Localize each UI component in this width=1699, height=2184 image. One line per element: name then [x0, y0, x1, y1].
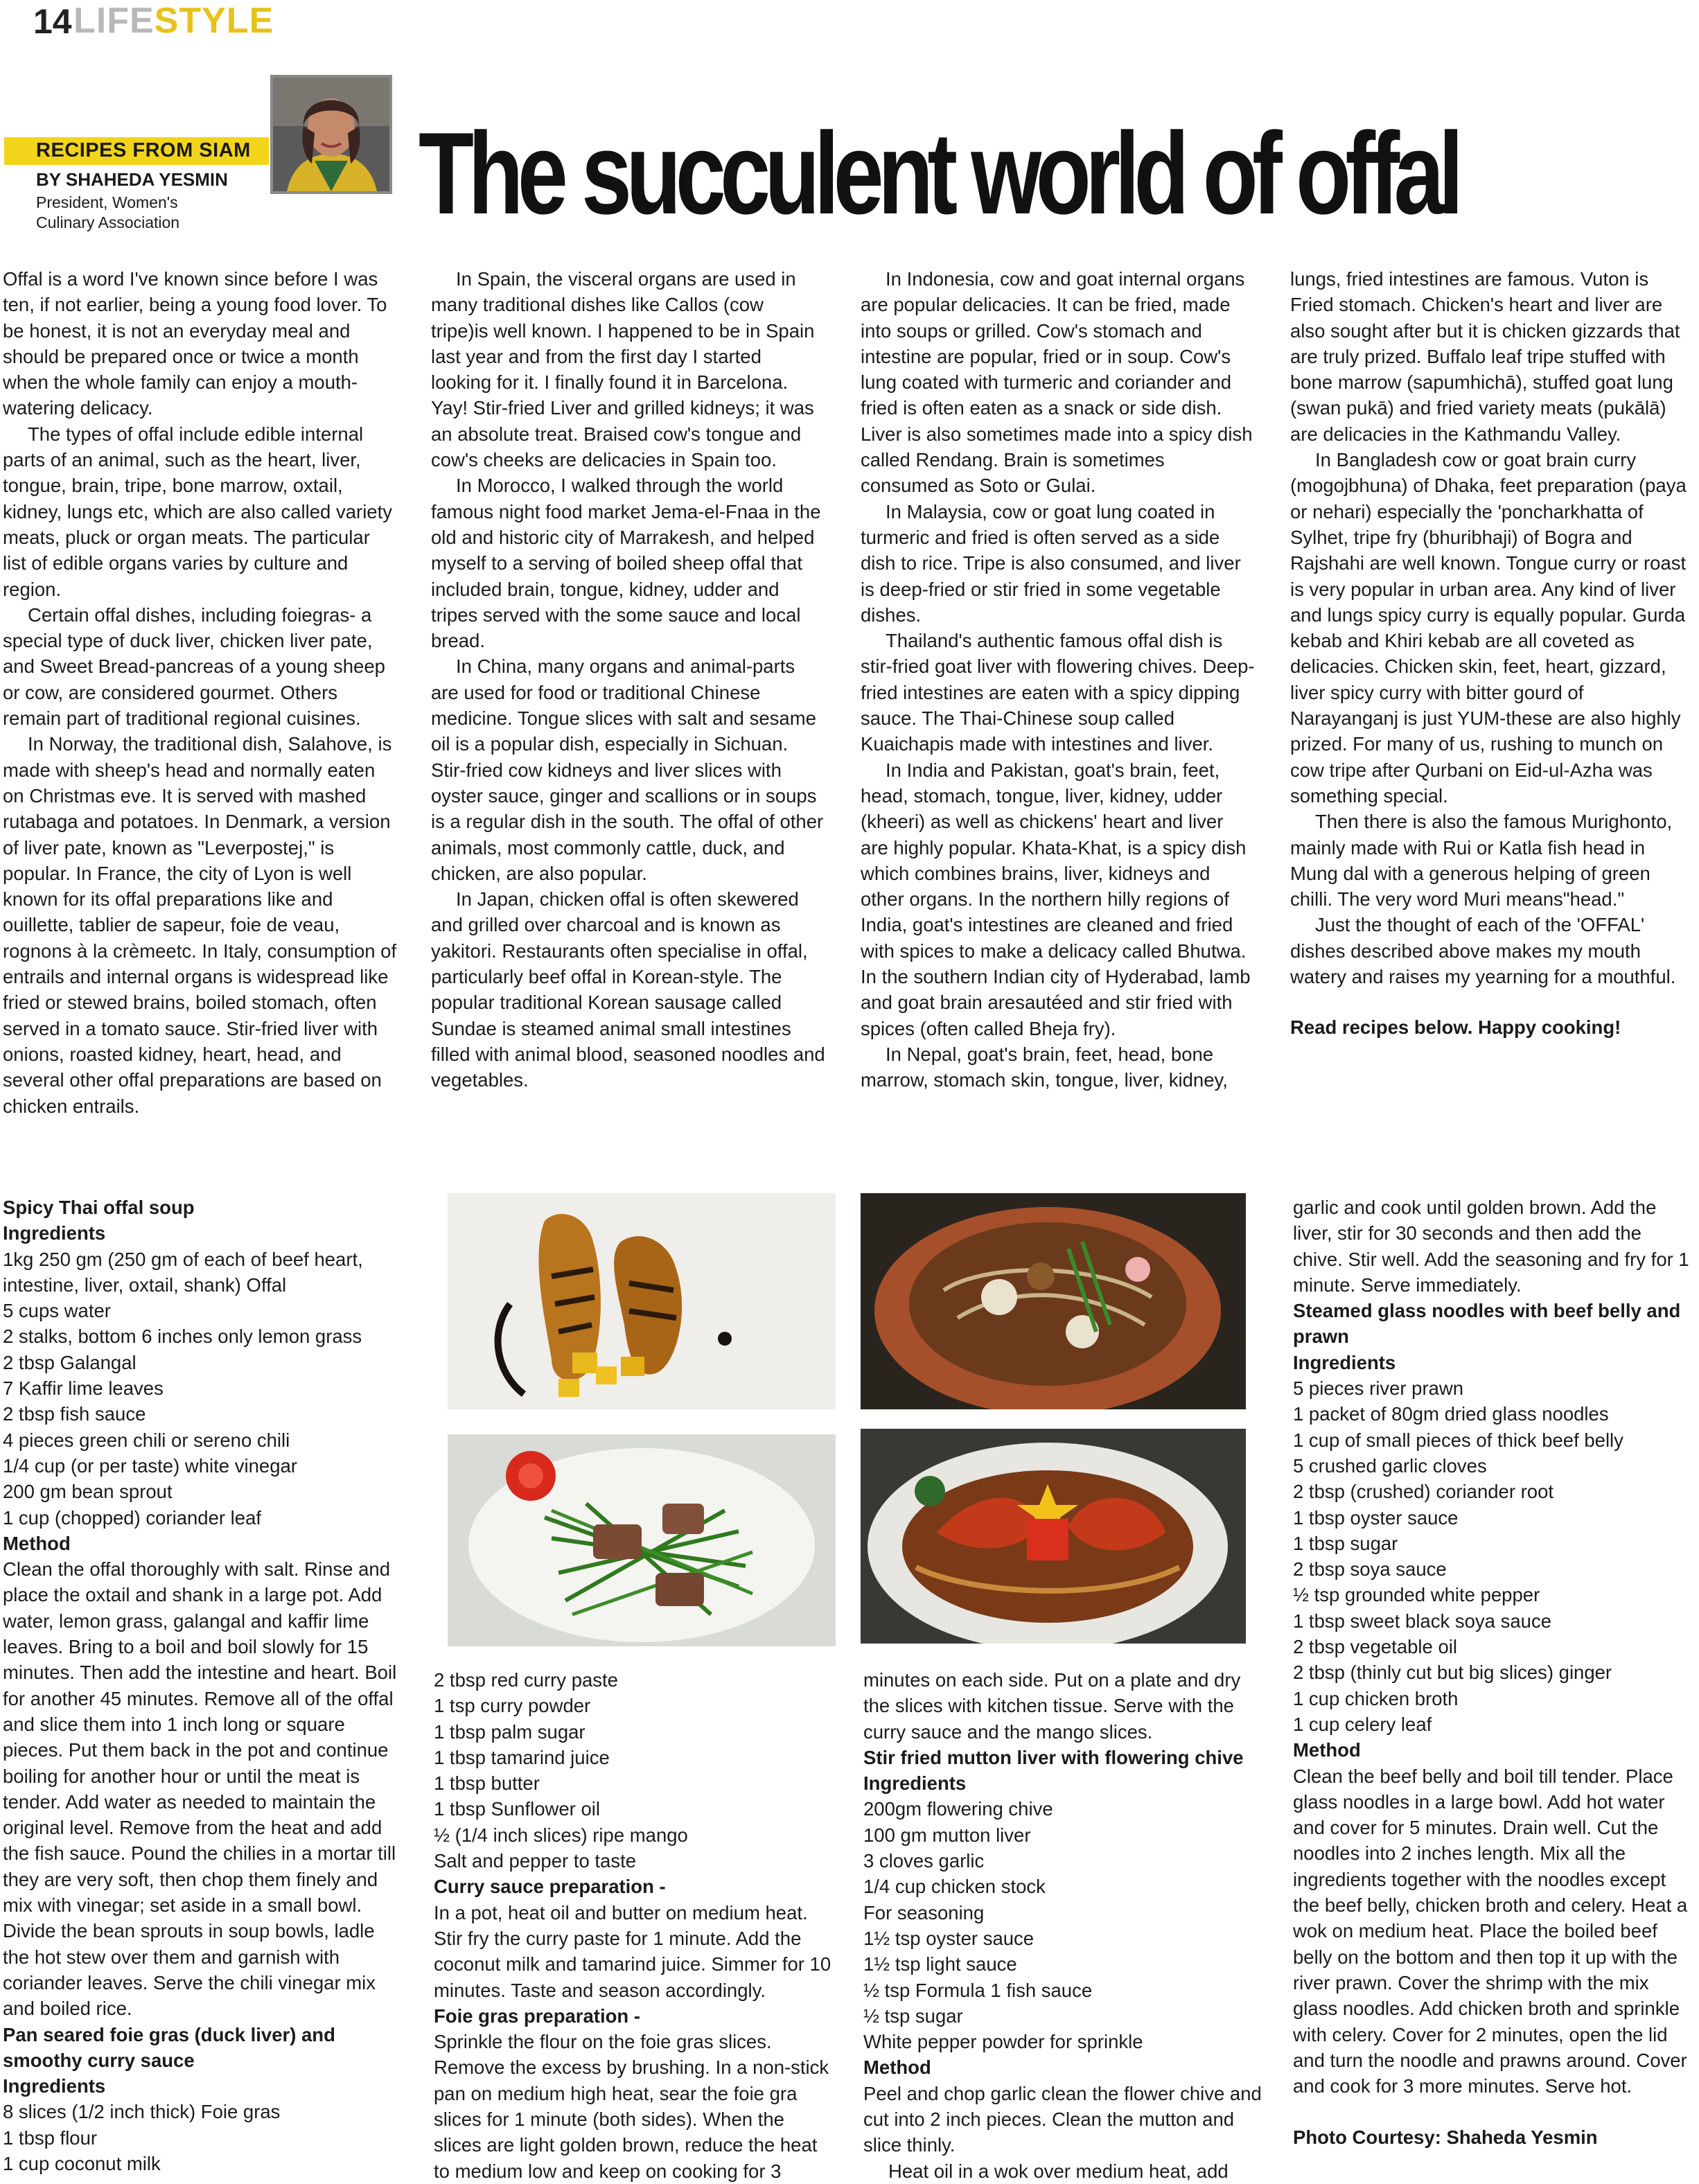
recipe-line: ½ tsp sugar	[863, 2005, 963, 2027]
recipe-line: ½ tsp grounded white pepper	[1293, 1584, 1540, 1606]
recipe-heading: Ingredients	[3, 2075, 106, 2097]
article-paragraph: In India and Pakistan, goat's brain, feet, head, stomach, tongue, liver, kidney, udder (kheeri) as well as chickens' heart and liver are highly popular. Khata-Khat, is a spicy dish which combines brains, liver, kidneys and other organs. In the northern hilly regions of India, goat's intestines are cleaned and fried with spices to make a delicacy called Bhutwa. In the southern Indian city of Hyderabad, lamb and goat brain aresautéed and stir fried with spices (often called Bheja fry).	[861, 759, 1251, 1039]
recipe-heading: Method	[863, 2057, 931, 2079]
article-column-2	[431, 266, 826, 1093]
recipe-line: 1/4 cup chicken stock	[863, 1876, 1046, 1898]
article-column-4	[1290, 266, 1691, 1041]
recipe-line: For seasoning	[863, 1901, 985, 1923]
recipe-line: 3 cloves garlic	[863, 1850, 985, 1872]
recipe-heading: Curry sauce preparation -	[434, 1876, 666, 1898]
section-style: STYLE	[154, 1, 274, 41]
closing-line: Read recipes below. Happy cooking!	[1290, 1016, 1621, 1039]
recipe-line: garlic and cook until golden brown. Add the liver, stir for 30 seconds and then add the chive. Stir well. Add the seasoning and fry for 1 minute. Serve immediately.	[1293, 1197, 1689, 1296]
recipe-line: 1kg 250 gm (250 gm of each of beef heart, intestine, liver, oxtail, shank) Offal	[3, 1248, 363, 1296]
recipe-heading: Pan seared foie gras (duck liver) and smoothy curry sauce	[3, 2023, 335, 2071]
chive-liver-photo	[448, 1434, 836, 1646]
article-paragraph: Just the thought of each of the 'OFFAL' dishes described above makes my mouth watery and raises my yearning for a mouthful.	[1290, 914, 1676, 988]
recipe-line: 1/4 cup (or per taste) white vinegar	[3, 1454, 297, 1477]
recipe-line: 1 cup (chopped) coriander leaf	[3, 1506, 262, 1529]
recipe-line: 100 gm mutton liver	[863, 1824, 1031, 1846]
article-paragraph: Thailand's authentic famous offal dish is stir-fried goat liver with flowering chives. Deep-fried intestines are eaten with a spicy dipping sauce. The Thai-Chinese soup called Kuaichapis made with intestines and liver.	[861, 630, 1255, 755]
article-paragraph: Then there is also the famous Murighonto, mainly made with Rui or Katla fish head in Mung dal with a generous helping of green chilli. The very word Muri means"head."	[1290, 811, 1673, 910]
article-column-1	[3, 266, 398, 1119]
author-role: President, Women's Culinary Association	[36, 193, 180, 231]
recipe-line: 1 tbsp sweet black soya sauce	[1293, 1610, 1551, 1632]
recipe-line: 2 stalks, bottom 6 inches only lemon grass	[3, 1326, 362, 1348]
article-paragraph: Certain offal dishes, including foiegras- a special type of duck liver, chicken liver pate, and Sweet Bread-pancreas of a young sheep or cow, are considered gourmet. Others remain part of traditional regional cuisines.	[3, 604, 385, 730]
recipe-heading: Steamed glass noodles with beef belly and prawn	[1293, 1300, 1681, 1348]
recipe-column-4	[1293, 1195, 1693, 2151]
article-paragraph: In Bangladesh cow or goat brain curry (mogojbhuna) of Dhaka, feet preparation (paya or nehari) especially the 'poncharkhatta of Sylhet, tripe fry (bhuribhaji) of Bogra and Rajshahi are well known. Tongue curry or roast is very popular in urban area. Any kind of liver and lungs spicy curry is equally popular. Gurda kebab and Khiri kebab are all coveted as delicacies. Chicken skin, feet, heart, gizzard, liver spicy curry with bitter gourd of Narayanganj is just YUM-these are also highly prized. For many of us, rushing to munch on cow tripe after Qurbani on Eid-ul-Azha was something special.	[1290, 449, 1687, 807]
recipe-heading: Foie gras preparation -	[434, 2005, 640, 2027]
article-paragraph: In Malaysia, cow or goat lung coated in turmeric and fried is often served as a side dish to rice. Tripe is also consumed, and liver is deep-fried or stir fried in some vegetable dishes.	[861, 500, 1241, 626]
spacer	[1293, 2099, 1693, 2124]
page-number: 14	[33, 2, 72, 41]
recipe-line: 1 cup coconut milk	[3, 2152, 161, 2174]
recipe-line: 1½ tsp light sauce	[863, 1953, 1017, 1975]
recipe-line: 2 tbsp soya sauce	[1293, 1558, 1447, 1580]
recipe-line: 2 tbsp fish sauce	[3, 1403, 146, 1425]
column-kicker	[4, 137, 269, 165]
recipe-line: 1 tbsp tamarind juice	[434, 1746, 610, 1768]
recipe-line: Heat oil in a wok over medium heat, add	[888, 2160, 1229, 2182]
article-paragraph: In Japan, chicken offal is often skewered and grilled over charcoal and is known as yakitori. Restaurants often specialise in offal, particularly beef offal in Korean-style. The popular traditional Korean sausage called Sundae is steamed animal small intestines filled with animal blood, seasoned noodles and vegetables.	[431, 888, 825, 1091]
recipe-line: 7 Kaffir lime leaves	[3, 1377, 164, 1400]
recipe-heading: Method	[3, 1532, 71, 1554]
recipe-line: 2 tbsp Galangal	[3, 1351, 137, 1373]
recipe-heading: Stir fried mutton liver with flowering chive	[863, 1746, 1244, 1768]
recipe-heading: Spicy Thai offal soup	[3, 1197, 195, 1218]
recipe-line: 2 tbsp red curry paste	[434, 1669, 618, 1691]
recipe-line: 1 tbsp butter	[434, 1772, 540, 1795]
recipe-heading: Photo Courtesy: Shaheda Yesmin	[1293, 2126, 1598, 2149]
author-photo	[270, 75, 392, 194]
article-paragraph: In Norway, the traditional dish, Salahove, is made with sheep's head and normally eaten on Christmas eve. It is served with mashed rutabaga and potatoes. In Denmark, a version of liver pate, known as "Leverpostej," is popular. In France, the city of Lyon is well known for its offal preparations like and ouillette, tablier de sapeur, foie de veau, rognons à la crèmeetc. In Italy, consumption of entrails and internal organs is widespread like fried or stewed brains, boiled stomach, often served in a tomato sauce. Stir-fried liver with onions, roasted kidney, heart, head, and several other offal preparations are based on chicken entrails.	[3, 733, 397, 1117]
recipe-heading: Ingredients	[3, 1222, 106, 1244]
recipe-column-2	[434, 1667, 836, 2184]
recipe-line: 1 tbsp flour	[3, 2126, 98, 2149]
article-paragraph: In China, many organs and animal-parts are used for food or traditional Chinese medicine. Tongue slices with salt and sesame oil is a popular dish, especially in Sichuan. Stir-fried cow kidneys and liver slices with oyster sauce, ginger and scallions or in soups is a regular dish in the south. The offal of other animals, most commonly cattle, duck, and chicken, are also popular.	[431, 655, 824, 884]
recipe-line: 1 tbsp oyster sauce	[1293, 1506, 1459, 1529]
recipe-heading: Ingredients	[863, 1772, 967, 1795]
recipe-line: Sprinkle the flour on the foie gras slices. Remove the excess by brushing. In a non-stick pan on medium high heat, sear the foie gra slices for 1 minute (both sides). When the slices are light golden brown, reduce the heat to medium low and keep on cooking for 3	[434, 2031, 829, 2182]
recipe-line: 1 tsp curry powder	[434, 1695, 591, 1717]
kicker-text: RECIPES FROM SIAM	[36, 139, 251, 161]
recipe-line: Clean the offal thoroughly with salt. Rinse and place the oxtail and shank in a large pot. Add water, lemon grass, galangal and kaffir lime leaves. Bring to a boil and boil slowly for 15 minutes. Then add the intestine and heart. Boil for another 45 minutes. Remove all of the offal and slice them into 1 inch long or square pieces. Put them back in the pot and continue boiling for another hour or until the meat is tender. Add water as needed to maintain the original level. Remove from the heat and add the fish sauce. Pound the chilies in a mortar till they are very soft, then chop them finely and mix with vinegar; set aside in a small bowl. Divide the bean sprouts in soup bowls, ladle the hot stew over them and garnish with coriander leaves. Serve the chili vinegar mix and boiled rice.	[3, 1558, 397, 2020]
recipe-heading: Ingredients	[1293, 1351, 1396, 1373]
recipe-line: 200gm flowering chive	[863, 1798, 1053, 1820]
recipe-line: ½ (1/4 inch slices) ripe mango	[434, 1824, 688, 1846]
article-paragraph: In Indonesia, cow and goat internal organs are popular delicacies. It can be fried, made into soups or grilled. Cow's stomach and intestine are popular, fried or in soup. Cow's lung coated with turmeric and coriander and fried is often eaten as a snack or side dish. Liver is also sometimes made into a spicy dish called Rendang. Brain is sometimes consumed as Soto or Gulai.	[861, 268, 1253, 497]
recipe-line: 2 tbsp (thinly cut but big slices) ginger	[1293, 1662, 1612, 1684]
recipe-heading: Method	[1293, 1739, 1361, 1761]
recipe-line: Clean the beef belly and boil till tender. Place glass noodles in a large bowl. Add hot water and cover for 5 minutes. Drain well. Cut the noodles into 2 inches length. Mix all the ingredients together with the noodles except the beef belly, chicken broth and celery. Heat a wok on medium heat. Place the boiled beef belly on the bottom and then top it up with the river prawn. Cover the shrimp with the mix glass noodles. Add chicken broth and sprinkle with celery. Cover for 2 minutes, open the lid and turn the noodle and prawns around. Cover and cook for 3 more minutes. Serve hot.	[1293, 1765, 1688, 2097]
recipe-line: Peel and chop garlic clean the flower chive and cut into 2 inch pieces. Clean the mutton and slice thinly.	[863, 2082, 1262, 2156]
section-name	[73, 0, 274, 42]
recipe-line: 5 crushed garlic cloves	[1293, 1454, 1487, 1477]
recipe-line: 1 cup chicken broth	[1293, 1687, 1459, 1709]
recipe-line: 2 tbsp vegetable oil	[1293, 1636, 1457, 1658]
glass-noodles-prawn-photo	[861, 1429, 1246, 1644]
recipe-line: White pepper powder for sprinkle	[863, 2031, 1143, 2053]
foie-gras-photo	[448, 1193, 836, 1409]
recipe-line: minutes on each side. Put on a plate and dry the slices with kitchen tissue. Serve with the curry sauce and the mango slices.	[863, 1669, 1241, 1743]
recipe-line: 5 pieces river prawn	[1293, 1377, 1464, 1400]
recipe-line: In a pot, heat oil and butter on medium heat. Stir fry the curry paste for 1 minute. Add the coconut milk and tamarind juice. Simmer for 10 minutes. Taste and season accordingly.	[434, 1901, 831, 2001]
section-life: LIFE	[73, 1, 155, 41]
article-paragraph: In Spain, the visceral organs are used in many traditional dishes like Callos (cow tripe)is well known. I happened to be in Spain last year and from the first day I started looking for it. I finally found it in Barcelona. Yay! Stir-fried Liver and grilled kidneys; it was an absolute treat. Braised cow's tongue and cow's cheeks are delicacies in Spain too.	[431, 268, 815, 471]
recipe-line: Salt and pepper to taste	[434, 1850, 637, 1872]
recipe-line: 4 pieces green chili or sereno chili	[3, 1429, 290, 1451]
recipe-line: 1 tbsp Sunflower oil	[434, 1798, 600, 1820]
recipe-line: 1 tbsp palm sugar	[434, 1720, 586, 1743]
headline: The succulent world of offal	[419, 108, 1458, 238]
article-column-3	[861, 266, 1256, 1093]
recipe-column-1	[3, 1195, 405, 2176]
recipe-line: 1 tbsp sugar	[1293, 1532, 1398, 1554]
article-paragraph: The types of offal include edible internal parts of an animal, such as the heart, liver, tongue, brain, tripe, bone marrow, oxtail, kidney, lungs etc, which are also called variety meats, pluck or organ meats. The particular list of edible organs varies by culture and region.	[3, 423, 392, 600]
recipe-line: 5 cups water	[3, 1300, 111, 1322]
recipe-line: 1 packet of 80gm dried glass noodles	[1293, 1403, 1609, 1425]
mutton-liver-clay-pot-photo	[861, 1193, 1246, 1409]
recipe-line: 200 gm bean sprout	[3, 1481, 173, 1503]
article-paragraph: In Morocco, I walked through the world famous night food market Jema-el-Fnaa in the old and historic city of Marrakesh, and helped myself to a serving of boiled sheep offal that included brain, tongue, kidney, udder and tripes served with the some sauce and local bread.	[431, 475, 821, 652]
recipe-line: 1½ tsp oyster sauce	[863, 1927, 1035, 1949]
byline: BY SHAHEDA YESMIN	[36, 169, 228, 190]
recipe-line: ½ tsp Formula 1 fish sauce	[863, 1979, 1093, 2001]
article-paragraph: In Nepal, goat's brain, feet, head, bone marrow, stomach skin, tongue, liver, kidney,	[861, 1043, 1228, 1091]
article-paragraph: Offal is a word I've known since before I was ten, if not earlier, being a young food lover. To be honest, it is not an everyday meal and should be prepared once or twice a month when the whole family can enjoy a mouth-watering delicacy.	[3, 268, 387, 419]
recipe-line: 1 cup of small pieces of thick beef belly	[1293, 1429, 1623, 1451]
recipe-line: 8 slices (1/2 inch thick) Foie gras	[3, 2101, 281, 2123]
article-paragraph: lungs, fried intestines are famous. Vuton is Fried stomach. Chicken's heart and liver are also sought after but it is chicken gizzards that are truly prized. Buffalo leaf tripe stuffed with bone marrow (sapumhichā), stuffed goat lung (swan pukā) and fried variety meats (pukālā) are delicacies in the Kathmandu Valley.	[1290, 268, 1680, 445]
recipe-line: 2 tbsp (crushed) coriander root	[1293, 1481, 1554, 1503]
recipe-column-3	[863, 1667, 1264, 2184]
recipe-line: 1 cup celery leaf	[1293, 1713, 1432, 1735]
